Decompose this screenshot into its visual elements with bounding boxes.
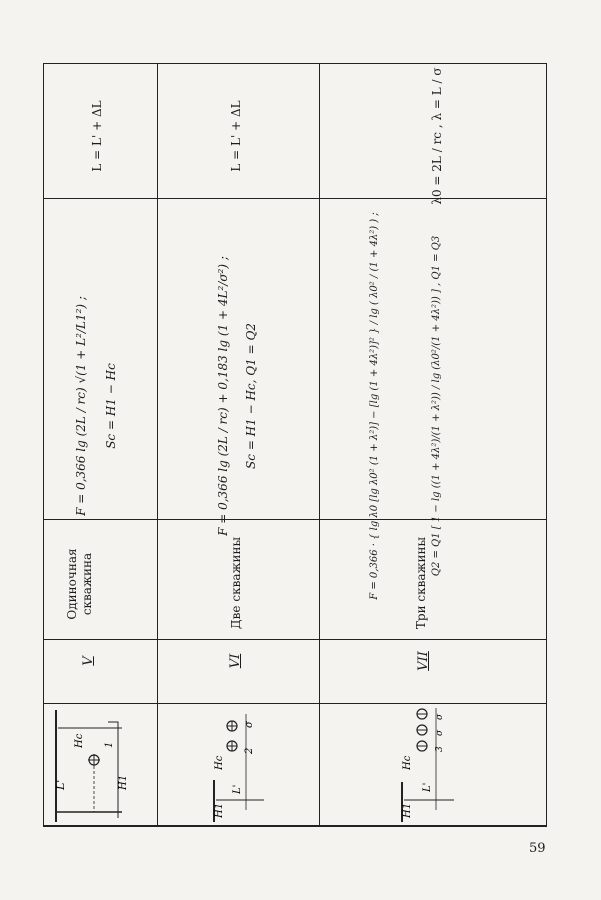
well-type-row-vi: Две скважины: [229, 536, 243, 630]
well-type-row-v: Одиночная скважина: [65, 548, 94, 620]
table-rule-4: [43, 703, 547, 704]
formula-row-v: [55, 246, 145, 566]
table-rule-1: [43, 198, 547, 199]
scheme-diagram-row-vi: [204, 710, 286, 824]
svg-text:Hc: Hc: [214, 755, 225, 770]
formula-row-vii: [341, 206, 471, 606]
formula-row-vi: [193, 211, 283, 581]
svg-text:σ: σ: [435, 713, 445, 720]
svg-text:L': L': [422, 782, 433, 792]
svg-text:1: 1: [104, 741, 115, 748]
scheme-diagram-row-v: [52, 708, 134, 824]
svg-text:L': L': [232, 784, 243, 794]
formula-sub-row-v: Sc = H1 − Hc: [104, 363, 118, 449]
svg-text:σ: σ: [435, 729, 445, 736]
formula-main-row-v: F = 0,366 lg (2L / rc) √(1 + L²/L1²) ;: [74, 296, 88, 516]
formula-sub-row-vi: Sc = H1 − Hc, Q1 = Q2: [244, 323, 258, 469]
condition-row-v: L = L' + ΔL: [90, 100, 104, 172]
svg-text:3: 3: [435, 746, 445, 752]
table-edge-left: [43, 63, 44, 827]
scheme-number-row-v: V: [81, 656, 96, 666]
svg-text:H1: H1: [214, 802, 225, 818]
table-rule-3: [43, 639, 547, 640]
scheme-diagram-row-vii: [392, 706, 474, 824]
condition-row-vi: L = L' + ΔL: [229, 100, 243, 172]
formula-main-row-vi: F = 0,366 lg (2L / rc) + 0,183 lg (1 + 4L²/σ²) ;: [216, 256, 230, 536]
scheme-number-row-vi: VI: [228, 653, 243, 669]
svg-text:2: 2: [244, 747, 255, 754]
table-row-sep-1: [157, 63, 158, 827]
condition-row-vii: λ0 = 2L / rc , λ = L / σ: [430, 67, 444, 205]
table-rule-bottom: [43, 825, 547, 827]
svg-text:Hc: Hc: [74, 733, 85, 748]
formula-main-row-vii: F = 0,366 · { lg λ0 [lg λ0² (1 + λ²)] − [lg (1 + 4λ²)]² } / lg ( λ0² / (1 + 4λ²) ) ;: [369, 212, 380, 600]
well-type-row-vii: Три скважины: [414, 536, 428, 630]
svg-text:H1: H1: [118, 774, 129, 790]
svg-text:H1: H1: [402, 802, 413, 818]
formula-sub-row-vii: Q2 = Q1 [ 1 − lg ((1 + 4λ²)/(1 + λ²)) / lg (λ0²/(1 + 4λ²)) ] , Q1 = Q3: [431, 235, 442, 577]
svg-text:σ: σ: [244, 721, 255, 728]
table-row-sep-2: [319, 63, 320, 827]
svg-text:Hc: Hc: [402, 755, 413, 770]
scheme-number-row-vii: VII: [416, 651, 431, 671]
svg-text:L': L': [54, 779, 67, 790]
table-edge-right: [546, 63, 547, 827]
page-number: 59: [529, 841, 546, 856]
table-rule-top: [43, 63, 547, 64]
